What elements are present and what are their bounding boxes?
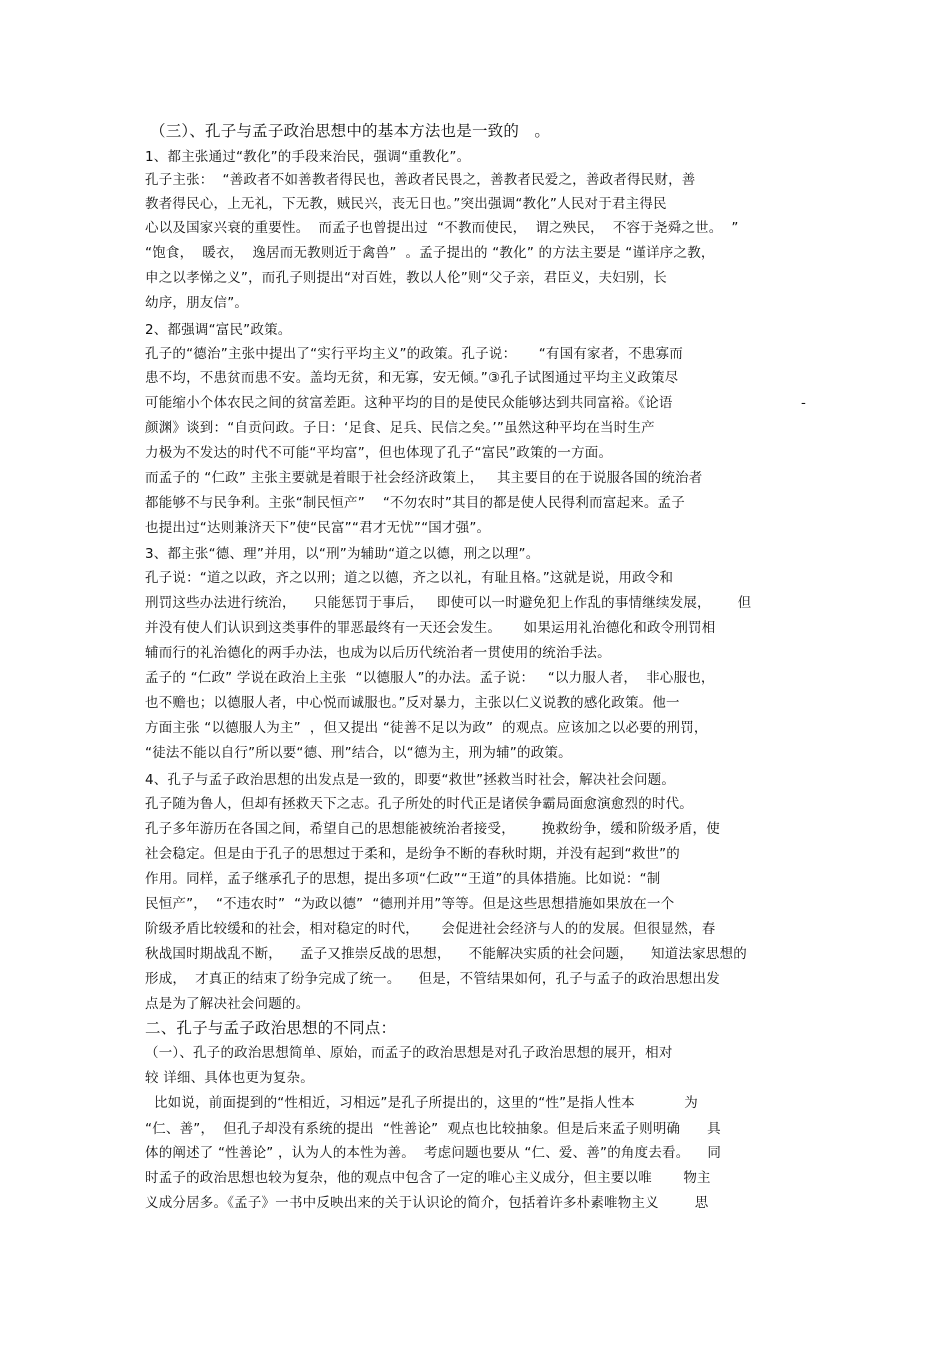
- paragraph-line: 申之以孝悌之义”，而孔子则提出“对百姓，教以人伦”则“父子亲，君臣义，夫妇别，长: [145, 270, 667, 286]
- paragraph-line: 颜渊》谈到：“自贡问政。子日：‘足食、足兵、民信之矣。’”虽然这种平均在当时生产: [145, 420, 655, 436]
- paragraph-line: 并没有使人们认识到这类事件的罪恶最终有一天还会发生。 如果运用礼治德化和政令刑罚相: [145, 620, 716, 636]
- paragraph-line: “徒法不能以自行”所以要“德、刑”结合，以“德为主，刑为辅”的政策。: [145, 745, 572, 761]
- paragraph-line: 2、都强调“富民”政策。: [145, 322, 292, 338]
- paragraph-line: 力极为不发达的时代不可能“平均富”，但也体现了孔子“富民”政策的一方面。: [145, 445, 613, 461]
- paragraph-line: 可能缩小个体农民之间的贫富差距。这种平均的目的是使民众能够达到共同富裕。《论语: [145, 395, 673, 411]
- paragraph-line: 心以及国家兴衰的重要性。 而孟子也曾提出过 “不教而使民， 谓之殃民， 不容于尧舜之世。 ”: [145, 220, 739, 236]
- paragraph-line: 孔子随为鲁人，但却有拯救天下之志。孔子所处的时代正是诸侯争霸局面愈演愈烈的时代。: [145, 796, 693, 812]
- paragraph-line: 孟子的 “仁政” 学说在政治上主张 “以德服人”的办法。孟子说： “以力服人者， 非心服也，: [145, 670, 715, 686]
- paragraph-line: 3、都主张“德、理”并用，以“刑”为辅助“道之以德，刑之以理”。: [145, 546, 540, 562]
- paragraph-line: 民恒产”， “不违农时” “为政以德” “德刑并用”等等。但是这些思想措施如果放在一个: [145, 896, 675, 912]
- paragraph-line: “饱食， 暖衣， 逸居而无教则近于禽兽” 。孟子提出的 “教化” 的方法主要是 “谨详序之教，: [145, 245, 715, 261]
- paragraph-line: 秋战国时期战乱不断， 孟子又推崇反战的思想， 不能解决实质的社会问题， 知道法家思想的: [145, 946, 747, 962]
- paragraph-line: 阶级矛盾比较缓和的社会，相对稳定的时代， 会促进社会经济与人的的发展。但很显然，春: [145, 921, 716, 937]
- section-heading-3: （三）、孔子与孟子政治思想中的基本方法也是一致的 。: [150, 122, 551, 140]
- paragraph-line: 方面主张 “以德服人为主” ，但又提出 “徒善不足以为政” 的观点。应该加之以必要的刑罚，: [145, 720, 708, 736]
- paragraph-line: 幼序，朋友信”。: [145, 295, 249, 311]
- paragraph-line: 作用。同样，孟子继承孔子的思想，提出多项“仁政”“王道”的具体措施。比如说：“制: [145, 871, 661, 887]
- paragraph-line: 形成， 才真正的结束了纷争完成了统一。 但是，不管结果如何，孔子与孟子的政治思想出发: [145, 971, 720, 987]
- section-heading-2: 二、孔子与孟子政治思想的不同点：: [145, 1019, 397, 1037]
- paragraph-line: 而孟子的 “仁政” 主张主要就是着眼于社会经济政策上， 其主要目的在于说服各国的统治者: [145, 470, 703, 486]
- paragraph-line: “仁、善”， 但孔子却没有系统的提出 “性善论” 观点也比较抽象。但是后来孟子则明确 具: [145, 1121, 721, 1137]
- paragraph-line: 孔子说：“道之以政，齐之以刑；道之以德，齐之以礼，有耻且格。”这就是说，用政令和: [145, 570, 674, 586]
- paragraph-line: 义成分居多。《孟子》一书中反映出来的关于认识论的简介，包括着许多朴素唯物主义 思: [145, 1195, 709, 1211]
- paragraph-line: 患不均，不患贫而患不安。盖均无贫，和无寡，安无倾。”③孔子试图通过平均主义政策尽: [145, 370, 679, 386]
- paragraph-line: 点是为了解决社会问题的。: [145, 996, 310, 1012]
- paragraph-line: 也不赡也；以德服人者，中心悦而诚服也。”反对暴力，主张以仁义说教的感化政策。他一: [145, 695, 680, 711]
- paragraph-line: 4、孔子与孟子政治思想的出发点是一致的，即要“救世”拯救当时社会，解决社会问题。: [145, 772, 676, 788]
- paragraph-line: 辅而行的礼治德化的两手办法，也成为以后历代统治者一贯使用的统治手法。: [145, 645, 611, 661]
- paragraph-line: 比如说，前面提到的“性相近，习相远”是孔子所提出的，这里的“性”是指人性本 为: [145, 1095, 698, 1111]
- paragraph-line: 1、都主张通过“教化”的手段来治民，强调“重教化”。: [145, 149, 471, 165]
- paragraph-line: 孔子的“德治”主张中提出了“实行平均主义”的政策。孔子说： “有国有家者，不患寡而: [145, 346, 683, 362]
- paragraph-line: 社会稳定。但是由于孔子的思想过于柔和，是纷争不断的春秋时期，并没有起到“救世”的: [145, 846, 680, 862]
- paragraph-line: 较 详细、具体也更为复杂。: [145, 1070, 314, 1086]
- paragraph-line: 也提出过“达则兼济天下”使“民富”“君才无忧”“国才强”。: [145, 520, 491, 536]
- paragraph-line: 刑罚这些办法进行统治， 只能惩罚于事后， 即使可以一时避免犯上作乱的事情继续发展， 但: [145, 595, 752, 611]
- paragraph-line: 体的阐述了 “性善论” ，认为人的本性为善。 考虑问题也要从 “仁、爱、善”的角度去看。 同: [145, 1145, 722, 1161]
- paragraph-line: 孔子多年游历在各国之间，希望自己的思想能被统治者接受， 挽救纷争，缓和阶级矛盾，使: [145, 821, 720, 837]
- paragraph-line: 都能够不与民争利。主张“制民恒产” “不勿农时”其目的都是使人民得利而富起来。孟子: [145, 495, 685, 511]
- paragraph-line: 时孟子的政治思想也较为复杂，他的观点中包含了一定的唯心主义成分，但主要以唯 物主: [145, 1170, 711, 1186]
- paragraph-line: 教者得民心，上无礼，下无教，贼民兴，丧无日也。”突出强调“教化”人民对于君主得民: [145, 196, 667, 212]
- paragraph-line: 孔子主张： “善政者不如善教者得民也，善政者民畏之，善教者民爱之，善政者得民财，善: [145, 172, 696, 188]
- line-break-dash: -: [801, 395, 806, 411]
- paragraph-line: （一）、孔子的政治思想简单、原始，而孟子的政治思想是对孔子政治思想的展开，相对: [145, 1045, 673, 1061]
